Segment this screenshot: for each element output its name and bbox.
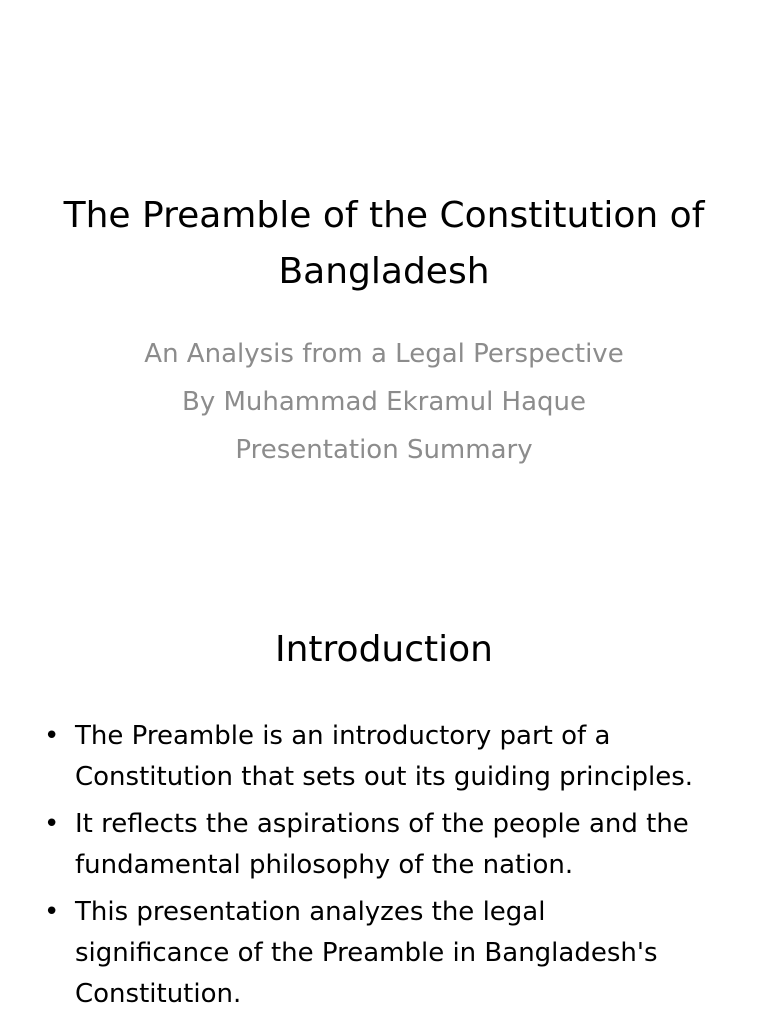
slide-title: The Preamble of the Constitution of Bangladesh [63, 195, 705, 292]
bullet-icon: • [44, 809, 60, 839]
list-item [44, 892, 704, 1015]
list-item [44, 804, 704, 886]
bullet-icon: • [44, 721, 60, 751]
bullet-icon: • [44, 897, 60, 927]
slide-title: Introduction [274, 629, 493, 670]
subtitle-line: An Analysis from a Legal Perspective [144, 339, 624, 369]
bullet-list [44, 716, 704, 1021]
slide-subtitle [40, 330, 728, 474]
introduction-slide [0, 576, 768, 1024]
list-item [44, 716, 704, 798]
subtitle-line: Presentation Summary [235, 435, 533, 465]
bullet-text: The Preamble is an introductory part of a Constitution that sets out its guiding principles. [75, 721, 694, 792]
bullet-text: This presentation analyzes the legal significance of the Preamble in Bangladesh's Constitution. [75, 897, 658, 1009]
bullet-text: It reflects the aspirations of the people and the fundamental philosophy of the nation. [75, 809, 689, 880]
subtitle-line: By Muhammad Ekramul Haque [181, 387, 587, 417]
